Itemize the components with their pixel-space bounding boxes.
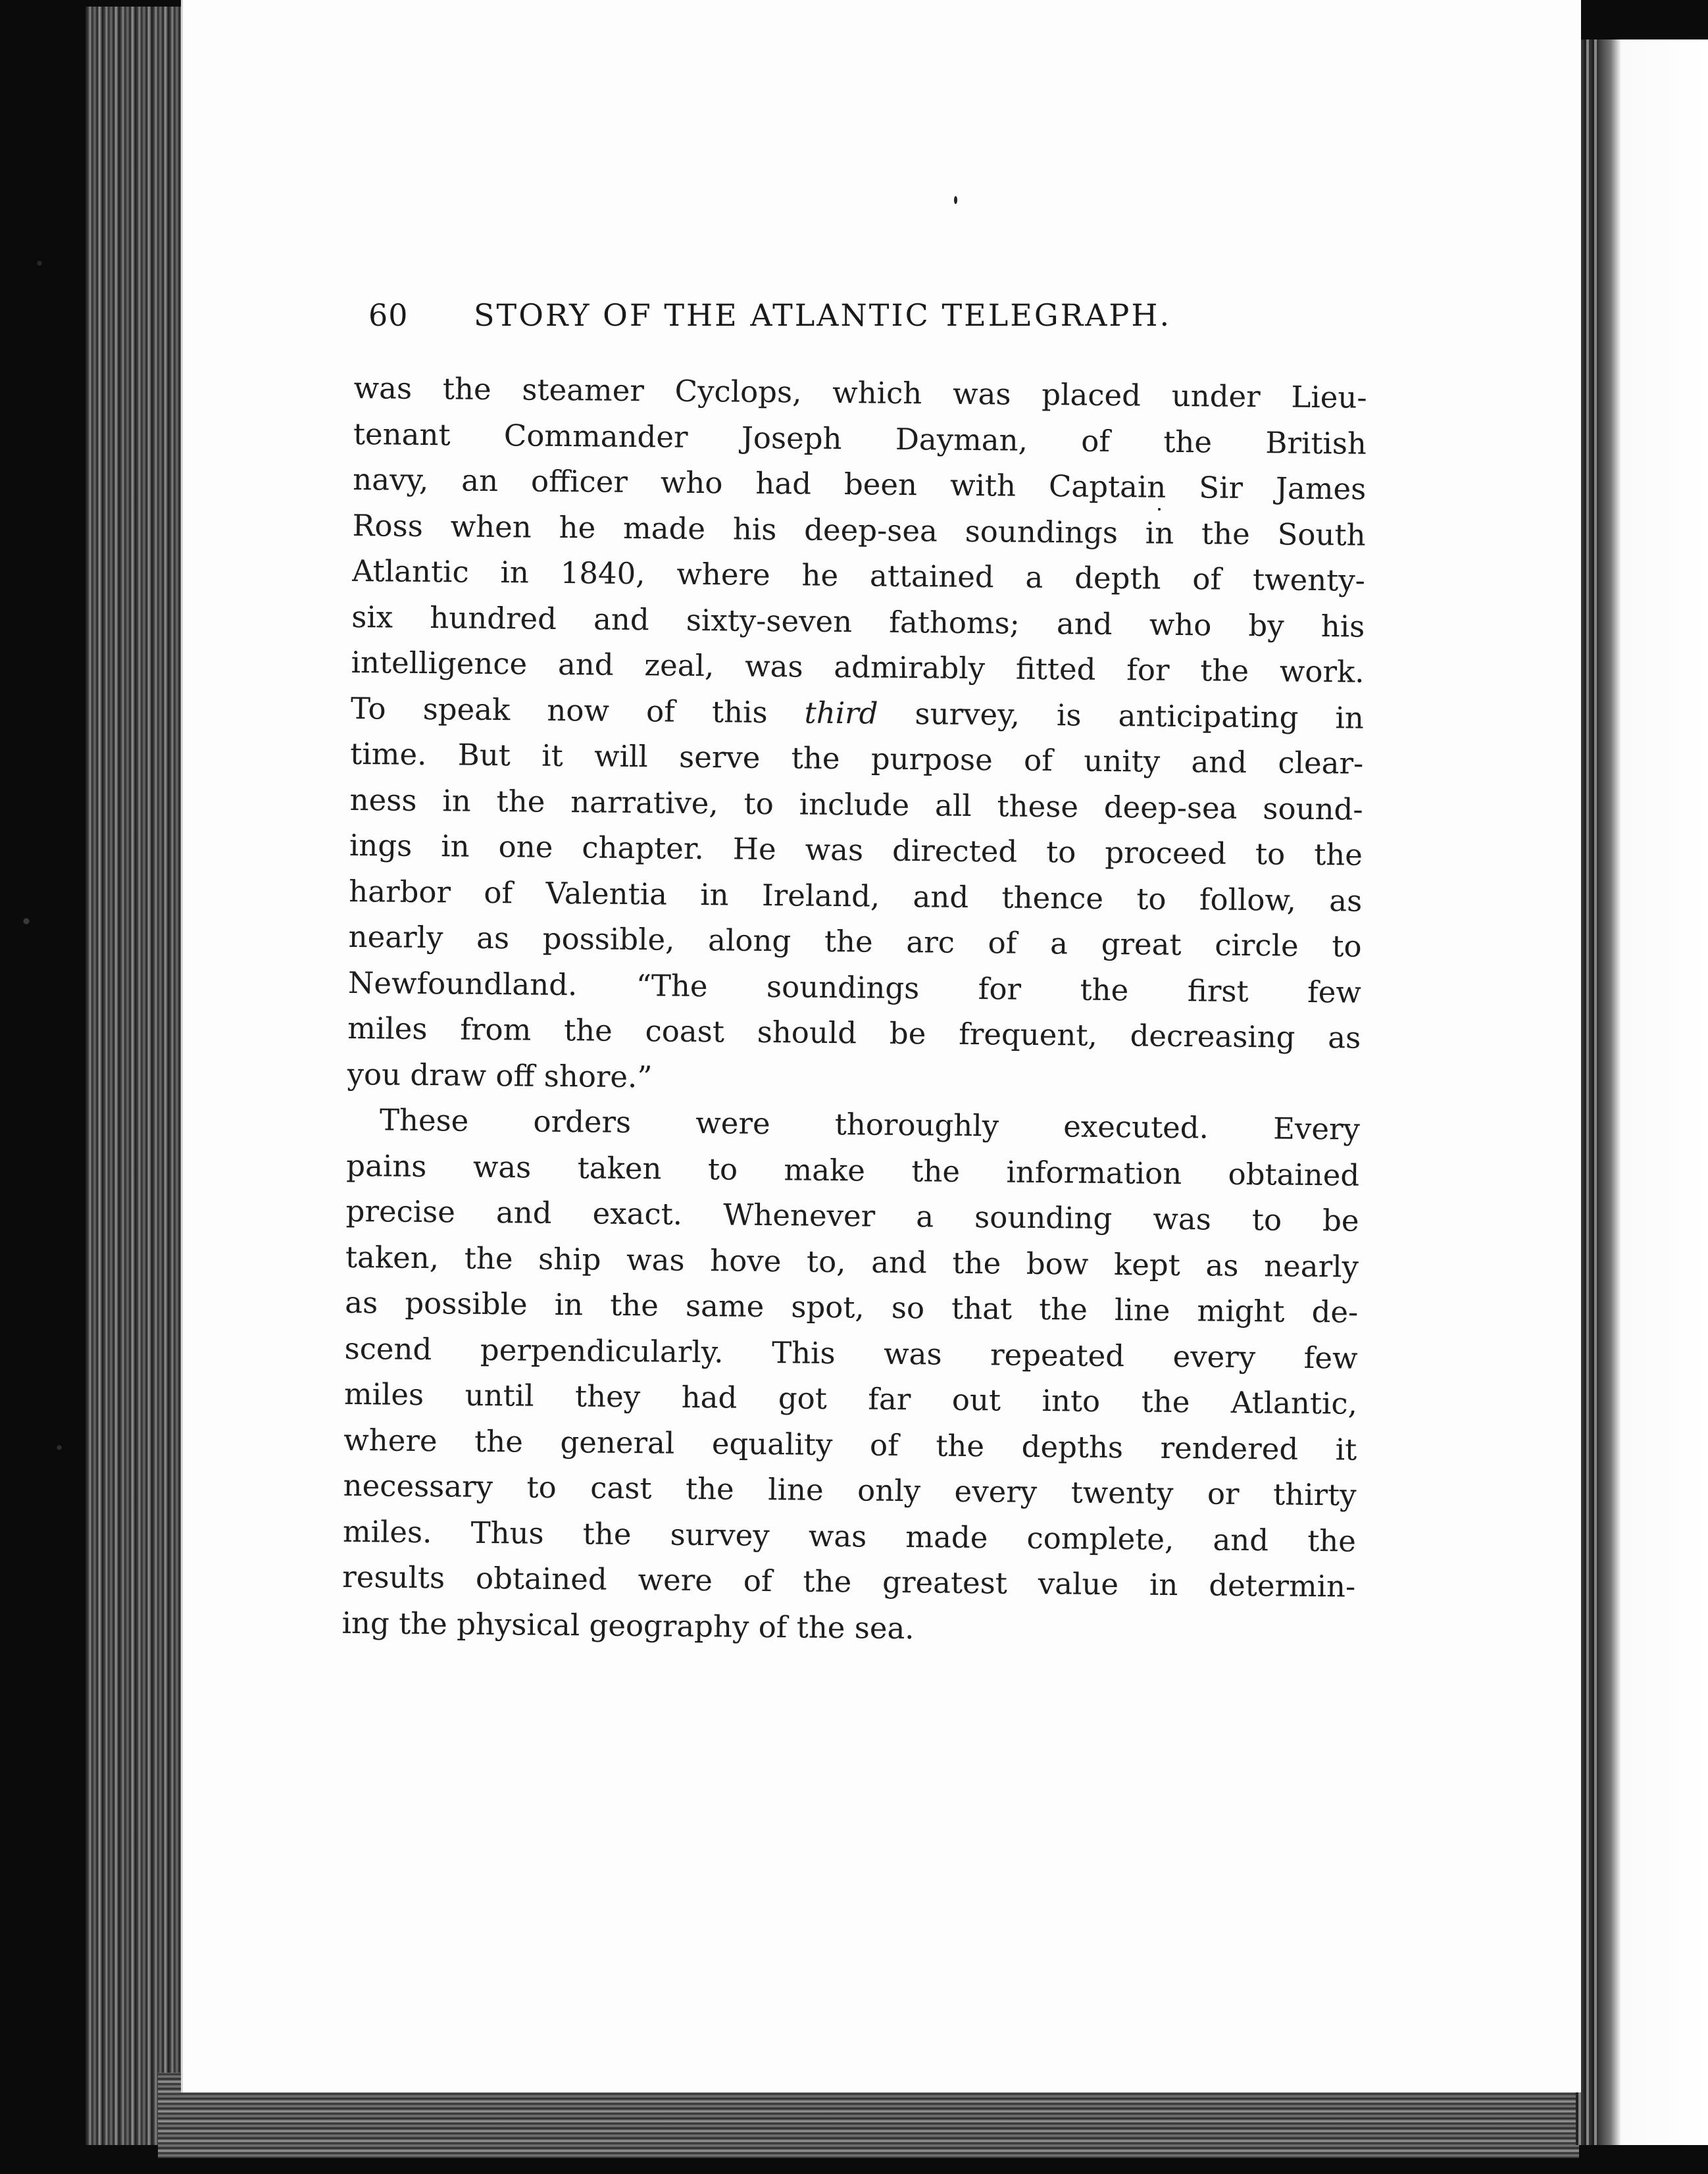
- text-line: Ross when he made his deep-sea soundings in the South: [352, 507, 1366, 553]
- text-line: time. But it will serve the purpose of unity and clear-: [350, 736, 1364, 781]
- text-line: nearly as possible, along the arc of a great circle to: [348, 919, 1362, 964]
- text-line: navy, an officer who had been with Captain Sir James: [353, 461, 1367, 507]
- text-line: Newfoundland. “The soundings for the first few: [347, 965, 1362, 1010]
- text-line: miles. Thus the survey was made complete, and the: [342, 1513, 1357, 1559]
- text-line: miles until they had got far out into the Atlantic,: [343, 1376, 1358, 1421]
- book-page-edges: [86, 7, 184, 2145]
- page-number: 60: [368, 297, 409, 333]
- running-title: STORY OF THE ATLANTIC TELEGRAPH.: [474, 297, 1172, 333]
- italic-word: third: [804, 695, 878, 731]
- text-line: six hundred and sixty-seven fathoms; and who by his: [351, 599, 1365, 644]
- text-line: where the general equality of the depths rendered it: [343, 1422, 1357, 1467]
- text-line: ings in one chapter. He was directed to proceed to the: [349, 827, 1363, 872]
- text-line: taken, the ship was hove to, and the bow kept as nearly: [345, 1239, 1359, 1284]
- facing-page: [1599, 39, 1708, 2145]
- text-line: These orders were thoroughly executed. Every: [379, 1102, 1361, 1147]
- paragraph-1: [347, 365, 1367, 1107]
- text-line: as possible in the same spot, so that the line might de-: [345, 1284, 1359, 1330]
- text-line: harbor of Valentia in Ireland, and thence to follow, as: [349, 873, 1363, 919]
- text-line: precise and exact. Whenever a sounding was to be: [345, 1193, 1359, 1238]
- text-line: you draw off shore.”: [347, 1056, 653, 1094]
- text-line: scend perpendicularly. This was repeated every few: [344, 1330, 1358, 1376]
- scan-speck: [954, 196, 957, 204]
- text-line: was the steamer Cyclops, which was placed under Lieu-: [353, 370, 1367, 415]
- text-line: miles from the coast should be frequent, decreasing as: [347, 1010, 1361, 1055]
- text-line: necessary to cast the line only every twenty or thirty: [343, 1467, 1357, 1513]
- paragraph-2: [341, 1097, 1360, 1656]
- text-line: tenant Commander Joseph Dayman, of the British: [353, 416, 1367, 461]
- text-span: To speak now of this: [350, 690, 805, 730]
- text-line: results obtained were of the greatest value in determin-: [342, 1559, 1356, 1604]
- running-header: [368, 297, 1263, 343]
- body-text: [341, 365, 1367, 1656]
- text-line: intelligence and zeal, was admirably fitted for the work.: [351, 644, 1365, 690]
- text-span: survey, is anticipating in: [878, 695, 1365, 736]
- text-line: ing the physical geography of the sea.: [341, 1605, 915, 1646]
- text-line: ness in the narrative, to include all these deep-sea sound-: [349, 782, 1363, 827]
- text-line: Atlantic in 1840, where he attained a depth of twenty-: [351, 553, 1366, 598]
- text-line: pains was taken to make the information obtained: [346, 1148, 1360, 1193]
